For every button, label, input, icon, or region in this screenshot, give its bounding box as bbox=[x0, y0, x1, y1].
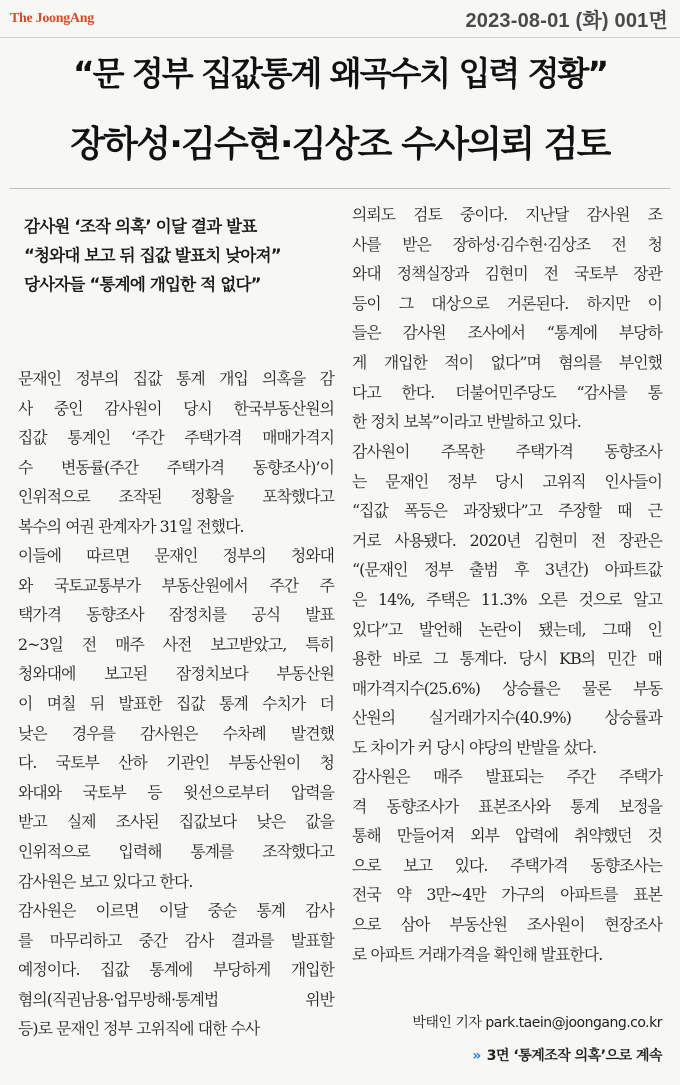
text-line: 로 아파트 거래가격을 확인해 발표한다. bbox=[352, 944, 603, 964]
chevron-right-icon: » bbox=[472, 1048, 481, 1064]
text-line: 복수의 여권 관계자가 31일 전했다. bbox=[18, 516, 244, 536]
text-line: 통해 만들어져 외부 압력에 취약했던 것 bbox=[352, 826, 662, 846]
text-line: 용한 바로 그 통계다. 당시 KB의 민간 매 bbox=[352, 649, 662, 669]
text-line: 도 차이가 커 당시 야당의 반발을 샀다. bbox=[352, 737, 597, 757]
paragraph bbox=[352, 437, 662, 763]
text-line: 이들에 따르면 문재인 정부의 청와대 bbox=[18, 546, 334, 565]
text-line: 집값 통계인 ‘주간 주택가격 매매가격지 bbox=[18, 428, 334, 448]
text-line: 사 중인 감사원이 당시 한국부동산원의 bbox=[18, 398, 334, 418]
text-line: 게 개입한 적이 없다”며 혐의를 부인했 bbox=[352, 352, 662, 372]
text-line: 이 며칠 뒤 발표한 집값 통계 수치가 더 bbox=[18, 693, 334, 713]
headline-divider bbox=[10, 188, 670, 189]
text-line: 청와대에 보고된 잠정치보다 부동산원 bbox=[18, 664, 334, 684]
headline-line-1: “문 정부 집값통계 왜곡수치 입력 정황” bbox=[73, 54, 607, 93]
headline-line-2: 장하성·김수현·김상조 수사의뢰 검토 bbox=[70, 124, 610, 165]
paragraph bbox=[18, 896, 334, 1044]
text-line: 의뢰도 검토 중이다. 지난달 감사원 조 bbox=[352, 205, 662, 224]
text-line: 산원의 실거래가지수(40.9%) 상승률과 bbox=[352, 708, 662, 728]
text-line: 택가격 동향조사 잠정치를 공식 발표 bbox=[18, 605, 334, 625]
text-line: 있다”고 발언해 논란이 됐는데, 그때 인 bbox=[352, 619, 662, 639]
text-line: 감사원이 주목한 주택가격 동향조사 bbox=[352, 442, 662, 461]
text-line: 를 마무리하고 중간 감사 결과를 발표할 bbox=[18, 930, 334, 950]
subheadline-block bbox=[24, 212, 342, 299]
text-line: 와대 정책실장과 김현미 전 국토부 장관 bbox=[352, 264, 662, 284]
text-line: 혐의(직권남용·업무방해·통계법 위반 bbox=[18, 989, 334, 1009]
text-line: 사를 받은 장하성·김수현·김상조 전 청 bbox=[352, 234, 662, 254]
text-line: 등)로 문재인 정부 고위직에 대한 수사 bbox=[18, 1019, 260, 1039]
text-line: 수 변동률(주간 주택가격 동향조사)’이 bbox=[18, 457, 334, 477]
text-line: 는 문재인 정부 당시 고위직 인사들이 bbox=[352, 471, 662, 491]
text-line: “집값 폭등은 과장됐다”고 주장할 때 근 bbox=[352, 501, 662, 521]
text-line: 등이 그 대상으로 거론된다. 하지만 이 bbox=[352, 293, 662, 313]
subheadline: 감사원 ‘조작 의혹’ 이달 결과 발표 bbox=[24, 217, 257, 236]
text-line: 격 동향조사가 표본조사와 통계 보정을 bbox=[352, 796, 662, 816]
continued-notice bbox=[352, 1045, 662, 1065]
text-line: 거로 사용됐다. 2020년 김현미 전 장관은 bbox=[352, 530, 662, 550]
text-line: 2~3일 전 매주 사전 보고받았고, 특히 bbox=[18, 634, 334, 654]
text-line: 와대와 국토부 등 윗선으로부터 압력을 bbox=[18, 782, 334, 802]
text-line: 낮은 경우를 감사원은 수차례 발견했 bbox=[18, 723, 334, 743]
text-line: 다고 한다. 더불어민주당도 “감사를 통 bbox=[352, 382, 662, 402]
text-line: 예정이다. 집값 통계에 부당하게 개입한 bbox=[18, 960, 334, 980]
paragraph bbox=[352, 762, 662, 969]
text-line: 은 14%, 주택은 11.3% 오른 것으로 알고 bbox=[352, 589, 662, 609]
text-line: 인위적으로 조작된 정황을 포착했다고 bbox=[18, 487, 334, 507]
newspaper-logo: The JoongAng bbox=[10, 10, 94, 26]
text-line: “(문재인 정부 출범 후 3년간) 아파트값 bbox=[352, 560, 662, 580]
paragraph bbox=[352, 200, 662, 437]
text-line: 인위적으로 입력해 통계를 조작했다고 bbox=[18, 841, 334, 861]
text-line: 받고 실제 조사된 집값보다 낮은 값을 bbox=[18, 812, 334, 832]
text-line: 와 국토교통부가 부동산원에서 주간 주 bbox=[18, 575, 334, 595]
text-line: 으로 삼아 부동산원 조사원이 현장조사 bbox=[352, 914, 662, 934]
subheadline: “청와대 보고 뒤 집값 발표치 낮아져” bbox=[24, 246, 281, 265]
paragraph bbox=[18, 364, 334, 542]
text-line: 전국 약 3만~4만 가구의 아파트를 표본 bbox=[352, 885, 662, 905]
text-line: 감사원은 보고 있다고 한다. bbox=[18, 871, 193, 891]
subheadline: 당사자들 “통계에 개입한 적 없다” bbox=[24, 275, 261, 294]
text-line: 한 정치 보복”이라고 반발하고 있다. bbox=[352, 412, 581, 432]
text-line: 매가격지수(25.6%) 상승률은 물론 부동 bbox=[352, 678, 662, 698]
text-line: 으로 보고 있다. 주택가격 동향조사는 bbox=[352, 855, 662, 875]
continued-text: 3면 ‘통계조작 의혹’으로 계속 bbox=[486, 1048, 662, 1064]
dateline: 2023-08-01 (화) 001면 bbox=[465, 10, 668, 32]
byline: 박태인 기자 park.taein@joongang.co.kr bbox=[412, 1015, 662, 1031]
text-line: 감사원은 이르면 이달 중순 통계 감사 bbox=[18, 901, 334, 920]
text-line: 문재인 정부의 집값 통계 개입 의혹을 감 bbox=[18, 369, 334, 388]
text-line: 다. 국토부 산하 기관인 부동산원이 청 bbox=[18, 753, 334, 773]
text-line: 감사원은 매주 발표되는 주간 주택가 bbox=[352, 767, 662, 786]
masthead-bar bbox=[0, 0, 680, 38]
paragraph bbox=[18, 541, 334, 896]
text-line: 들은 감사원 조사에서 “통계에 부당하 bbox=[352, 323, 662, 343]
